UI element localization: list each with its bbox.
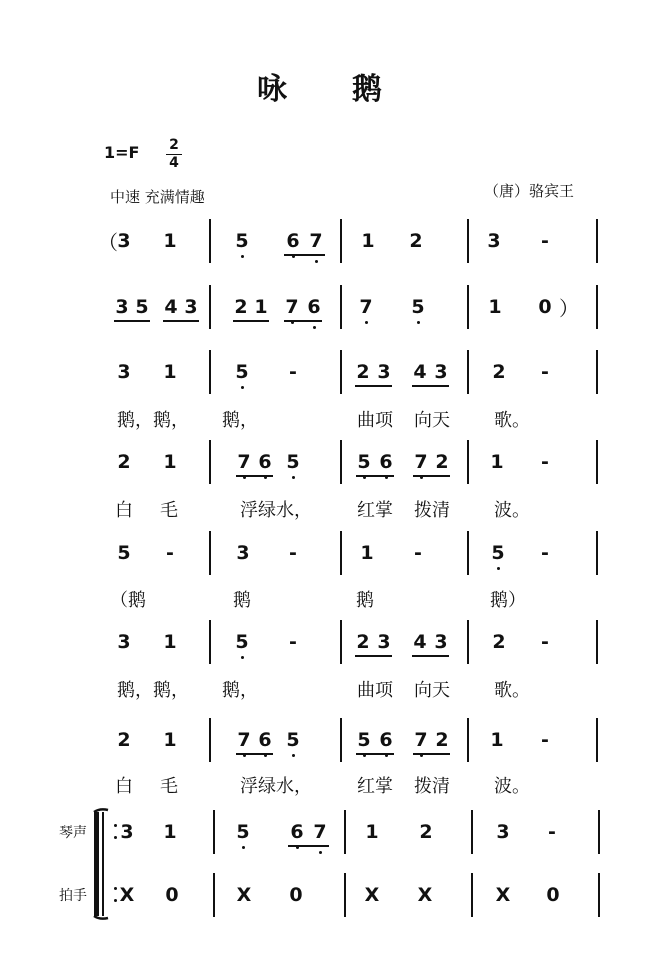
lyric: 鹅 <box>233 590 251 611</box>
low-octave-dot <box>241 386 244 389</box>
note: 5 <box>286 729 300 751</box>
note: 2 <box>409 230 423 252</box>
barline <box>344 873 346 917</box>
note: - <box>541 230 549 252</box>
barline <box>467 531 469 575</box>
time-sig-denominator: 4 <box>169 155 179 171</box>
note: 6 <box>286 230 300 252</box>
note: - <box>548 821 556 843</box>
beam-line <box>236 753 273 755</box>
repeat-dot <box>114 899 117 902</box>
note: 1 <box>488 296 502 318</box>
note: 1 <box>365 821 379 843</box>
note: X <box>119 884 135 906</box>
score-row-3 <box>0 361 666 420</box>
note: X <box>417 884 433 906</box>
note: 2 <box>435 451 449 473</box>
barline <box>344 810 346 854</box>
clap-label: 拍手 <box>59 888 87 904</box>
low-octave-dot <box>365 321 368 324</box>
note: 7 <box>237 729 251 751</box>
note: 5 <box>135 296 149 318</box>
barline <box>340 531 342 575</box>
barline <box>596 531 598 575</box>
note: 5 <box>235 361 249 383</box>
low-octave-dot <box>497 567 500 570</box>
author-credit: （唐）骆宾王 <box>484 182 575 200</box>
lyric: 拨清 <box>414 776 450 797</box>
barline <box>467 219 469 263</box>
note: X <box>236 884 252 906</box>
score-row-9 <box>0 884 666 943</box>
lyric: 歌。 <box>494 680 530 701</box>
note: - <box>541 542 549 564</box>
lyric: 曲项 <box>357 410 393 431</box>
beam-line <box>412 385 449 387</box>
barline <box>209 350 211 394</box>
repeat-dot <box>114 836 117 839</box>
note: 1 <box>361 230 375 252</box>
note: 2 <box>419 821 433 843</box>
barline <box>209 440 211 484</box>
lyric: 浮绿水， <box>240 776 312 797</box>
note: 6 <box>290 821 304 843</box>
barline <box>596 718 598 762</box>
barline <box>596 620 598 664</box>
lyric: 红掌 <box>357 500 393 521</box>
note: 3 <box>117 631 131 653</box>
note: 1 <box>163 451 177 473</box>
note: 2 <box>356 631 370 653</box>
close-paren: ） <box>559 296 579 321</box>
repeat-dot <box>114 824 117 827</box>
low-octave-dot <box>241 255 244 258</box>
title-char-1: 咏 <box>257 72 287 107</box>
beam-line <box>356 475 394 477</box>
low-octave-dot <box>292 754 295 757</box>
time-signature <box>166 138 182 171</box>
open-paren: （ <box>98 230 118 255</box>
lyric: 波。 <box>494 776 530 797</box>
barline <box>209 219 211 263</box>
barline <box>471 873 473 917</box>
barline <box>598 810 600 854</box>
lyric: 鹅，鹅， <box>117 680 189 701</box>
note: 3 <box>115 296 129 318</box>
note: 0 <box>546 884 560 906</box>
barline <box>213 810 215 854</box>
beam-line <box>356 753 394 755</box>
note: 5 <box>411 296 425 318</box>
beam-line <box>284 254 325 256</box>
note: 2 <box>356 361 370 383</box>
score-row-2 <box>0 296 666 355</box>
note: 6 <box>379 729 393 751</box>
lyric: 向天 <box>414 680 450 701</box>
note: 3 <box>377 361 391 383</box>
note: X <box>495 884 511 906</box>
note: 5 <box>491 542 505 564</box>
note: - <box>541 451 549 473</box>
note: 6 <box>307 296 321 318</box>
note: 6 <box>258 729 272 751</box>
note: 4 <box>413 631 427 653</box>
barline <box>596 219 598 263</box>
note: 6 <box>258 451 272 473</box>
barline <box>209 531 211 575</box>
barline <box>596 350 598 394</box>
note: 7 <box>359 296 373 318</box>
barline <box>598 873 600 917</box>
time-sig-numerator: 2 <box>169 137 179 153</box>
barline <box>467 285 469 329</box>
note: 1 <box>490 451 504 473</box>
note: 2 <box>492 361 506 383</box>
beam-line <box>288 845 329 847</box>
note: 6 <box>379 451 393 473</box>
note: 5 <box>236 821 250 843</box>
low-octave-dot <box>315 260 318 263</box>
note: 1 <box>163 361 177 383</box>
note: 2 <box>492 631 506 653</box>
beam-line <box>236 475 273 477</box>
score-row-5 <box>0 542 666 601</box>
lyric: 鹅， <box>222 410 258 431</box>
note: 7 <box>237 451 251 473</box>
barline <box>340 620 342 664</box>
lyric: 毛 <box>160 500 178 521</box>
beam-line <box>114 320 150 322</box>
lyric: 向天 <box>414 410 450 431</box>
note: 1 <box>163 821 177 843</box>
score-row-8 <box>0 821 666 880</box>
note: 7 <box>414 729 428 751</box>
note: 3 <box>487 230 501 252</box>
note: - <box>414 542 422 564</box>
low-octave-dot <box>417 321 420 324</box>
note: 5 <box>117 542 131 564</box>
beam-line <box>413 475 450 477</box>
lyric: 白 <box>115 776 133 797</box>
note: - <box>289 631 297 653</box>
beam-line <box>284 320 322 322</box>
barline <box>340 440 342 484</box>
note: 0 <box>538 296 552 318</box>
lyric: 鹅） <box>490 590 526 611</box>
beam-line <box>355 655 392 657</box>
lyric: 毛 <box>160 776 178 797</box>
barline <box>209 620 211 664</box>
note: 2 <box>117 451 131 473</box>
barline <box>340 350 342 394</box>
note: 3 <box>496 821 510 843</box>
note: 1 <box>490 729 504 751</box>
tempo-marking: 中速 充满情趣 <box>110 188 205 206</box>
lyric: 鹅， <box>222 680 258 701</box>
note: 2 <box>435 729 449 751</box>
note: - <box>289 361 297 383</box>
barline <box>467 718 469 762</box>
score-row-6 <box>0 631 666 690</box>
barline <box>596 440 598 484</box>
note: 1 <box>254 296 268 318</box>
low-octave-dot <box>319 851 322 854</box>
title-char-2: 鹅 <box>352 72 382 107</box>
note: - <box>541 729 549 751</box>
repeat-dot <box>114 887 117 890</box>
note: 4 <box>164 296 178 318</box>
note: 3 <box>117 361 131 383</box>
note: 4 <box>413 361 427 383</box>
barline <box>467 440 469 484</box>
barline <box>596 285 598 329</box>
note: 3 <box>236 542 250 564</box>
note: 5 <box>235 230 249 252</box>
barline <box>471 810 473 854</box>
barline <box>209 285 211 329</box>
barline <box>467 620 469 664</box>
score-row-7 <box>0 729 666 788</box>
lyric: 红掌 <box>357 776 393 797</box>
lyric: 歌。 <box>494 410 530 431</box>
note: - <box>289 542 297 564</box>
qinsheng-label: 琴声 <box>59 825 87 841</box>
barline <box>340 718 342 762</box>
score-row-1 <box>0 230 666 289</box>
beam-line <box>413 753 450 755</box>
beam-line <box>355 385 392 387</box>
note: 3 <box>117 230 131 252</box>
note: 3 <box>184 296 198 318</box>
lyric: 拨清 <box>414 500 450 521</box>
note: 1 <box>163 230 177 252</box>
note: X <box>364 884 380 906</box>
barline <box>213 873 215 917</box>
lyric: 鹅 <box>356 590 374 611</box>
note: 7 <box>285 296 299 318</box>
note: 1 <box>163 631 177 653</box>
barline <box>209 718 211 762</box>
beam-line <box>233 320 269 322</box>
note: 3 <box>377 631 391 653</box>
note: - <box>166 542 174 564</box>
note: - <box>541 631 549 653</box>
barline <box>340 219 342 263</box>
note: 5 <box>235 631 249 653</box>
lyric: 白 <box>115 500 133 521</box>
note: 3 <box>120 821 134 843</box>
lyric: （鹅 <box>110 590 146 611</box>
score-row-4 <box>0 451 666 510</box>
note: 3 <box>434 361 448 383</box>
beam-line <box>412 655 449 657</box>
note: 7 <box>309 230 323 252</box>
note: - <box>541 361 549 383</box>
note: 2 <box>234 296 248 318</box>
lyric: 浮绿水， <box>240 500 312 521</box>
note: 5 <box>357 729 371 751</box>
barline <box>340 285 342 329</box>
note: 0 <box>165 884 179 906</box>
key-signature: 1=F <box>104 143 140 162</box>
lyric: 鹅，鹅， <box>117 410 189 431</box>
low-octave-dot <box>313 326 316 329</box>
note: 1 <box>360 542 374 564</box>
lyric: 波。 <box>494 500 530 521</box>
note: 0 <box>289 884 303 906</box>
low-octave-dot <box>241 656 244 659</box>
note: 3 <box>434 631 448 653</box>
lyric: 曲项 <box>357 680 393 701</box>
low-octave-dot <box>242 846 245 849</box>
note: 7 <box>313 821 327 843</box>
note: 1 <box>163 729 177 751</box>
note: 5 <box>357 451 371 473</box>
low-octave-dot <box>292 476 295 479</box>
note: 5 <box>286 451 300 473</box>
barline <box>467 350 469 394</box>
note: 2 <box>117 729 131 751</box>
beam-line <box>163 320 199 322</box>
note: 7 <box>414 451 428 473</box>
